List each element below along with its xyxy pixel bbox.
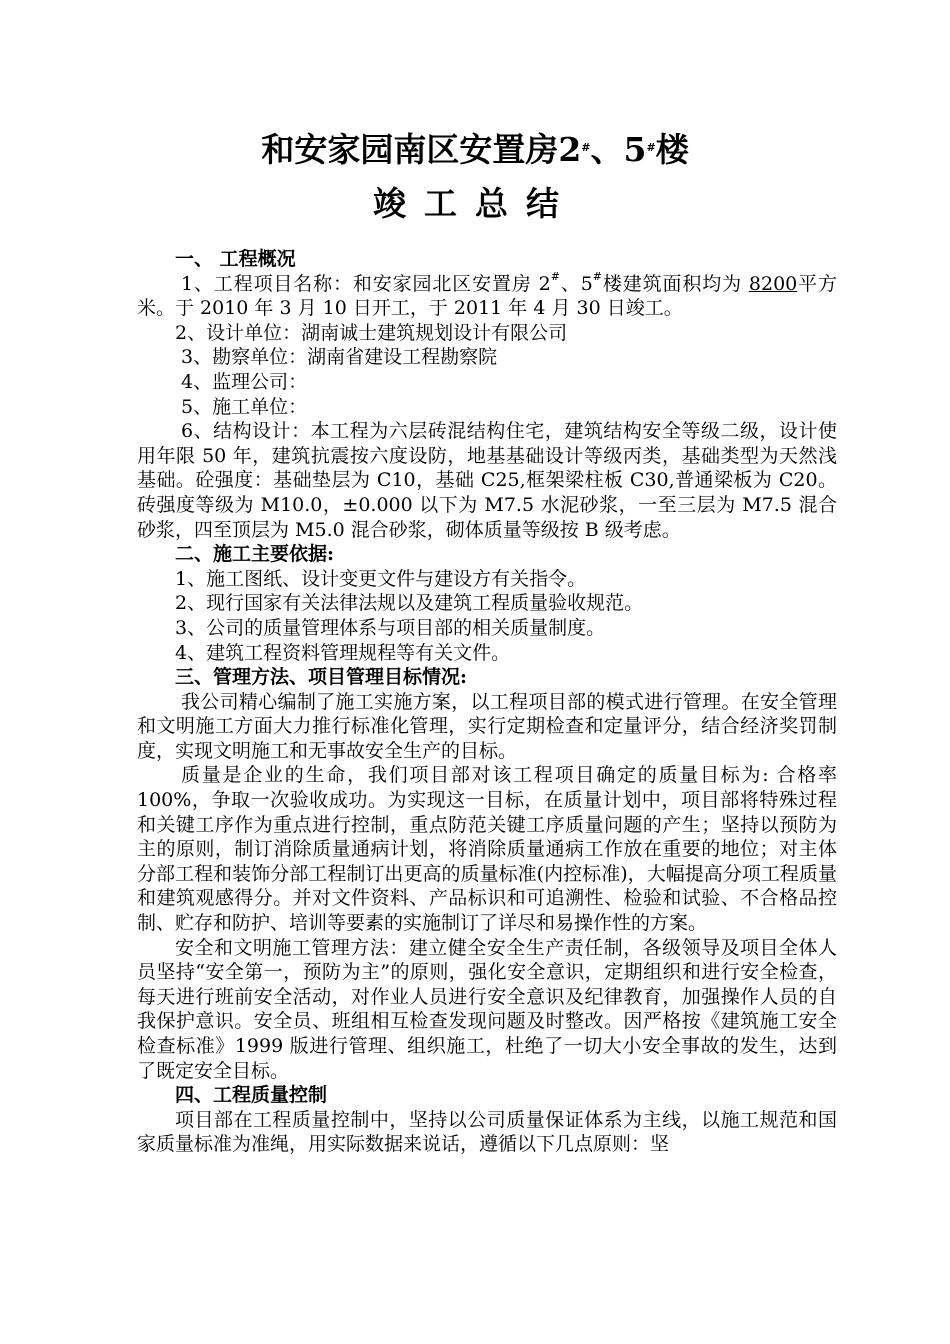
basis-item-1: 1、施工图纸、设计变更文件与建设方有关指令。 [175,567,587,590]
section-heading-basis: 二、施工主要依据: [175,543,335,566]
section-heading-overview: 一、 工程概况 [175,248,296,270]
section-heading-management: 三、管理方法、项目管理目标情况: [175,666,468,689]
quality-paragraph-1: 项目部在工程质量控制中，坚持以公司质量保证体系为主线，以施工规范和国家质量标准为准绳，用实际数据来说话，遵循以下几点原则：坚 [137,1108,837,1156]
management-paragraph-1: 我公司精心编制了施工实施方案，以工程项目部的模式进行管理。在安全管理和文明施工方面大力推行标准化管理，实行定期检查和定量评分，结合经济奖罚制度，实现文明施工和无事故安全生产的目标。 [137,690,837,762]
basis-item-4: 4、建筑工程资料管理规程等有关文件。 [175,641,511,664]
building-area: 8200 [748,272,798,295]
document-title: 和安家园南区安置房2#、5#楼 [261,130,689,169]
overview-item-6: 6、结构设计：本工程为六层砖混结构住宅，建筑结构安全等级二级，设计使用年限 50 年，建筑抗震按六度设防，地基基础设计等级丙类，基础类型为天然浅基础。砼强度：基础垫层为 C10，基础 C25,框架梁柱板 C30,普通梁板为 C20。砖强度等级为 M10.0，±0.000 以下为 M7.5 水泥砂浆，一至三层为 M7.5 混合砂浆，四至顶层为 M5.0 混合砂浆，砌体质量等级按 B 级考虑。 [137,420,837,541]
overview-item-4: 4、监理公司： [181,370,308,393]
section-heading-quality: 四、工程质量控制 [175,1084,328,1107]
management-paragraph-2: 质量是企业的生命，我们项目部对该工程项目确定的质量目标为: 合格率 100%，争取一次验收成功。为实现这一目标，在质量计划中，项目部将特殊过程和关键工序作为重点进行控制，重点防范关键工序质量问题的产生；坚持以预防为主的原则，制订消除质量通病计划，将消除质量通病工作放在重要的地位；对主体分部工程和装饰分部工程制订出更高的质量标准(内控标准)，大幅提高分项工程质量和建筑观感得分。并对文件资料、产品标识和可追溯性、检验和试验、不合格品控制、贮存和防护、培训等要素的实施制订了详尽和易操作性的方案。 [137,764,837,935]
basis-item-2: 2、现行国家有关法律法规以及建筑工程质量验收规范。 [175,592,644,615]
overview-item-5: 5、施工单位： [181,395,308,418]
document-subtitle: 竣工总结 [373,184,577,223]
overview-item-1: 1、工程项目名称：和安家园北区安置房 2#、5#楼建筑面积均为 8200平方米。于 2010 年 3 月 10 日开工，于 2011 年 4 月 30 日竣工。 [137,269,837,320]
document-body [137,247,837,1157]
management-paragraph-3: 安全和文明施工管理方法：建立健全安全生产责任制，各级领导及项目全体人员坚持“安全第一，预防为主”的原则，强化安全意识，定期组织和进行安全检查，每天进行班前安全活动，对作业人员进行安全意识及纪律教育，加强操作人员的自我保护意识。安全员、班组相互检查发现问题及时整改。因严格按《建筑施工安全检查标准》1999 版进行管理、组织施工，杜绝了一切大小安全事故的发生，达到了既定安全目标。 [137,936,837,1082]
overview-item-3: 3、勘察单位：湖南省建设工程勘察院 [181,346,498,369]
basis-item-3: 3、公司的质量管理体系与项目部的相关质量制度。 [175,616,606,639]
overview-item-2: 2、设计单位：湖南诚士建筑规划设计有限公司 [175,321,568,344]
